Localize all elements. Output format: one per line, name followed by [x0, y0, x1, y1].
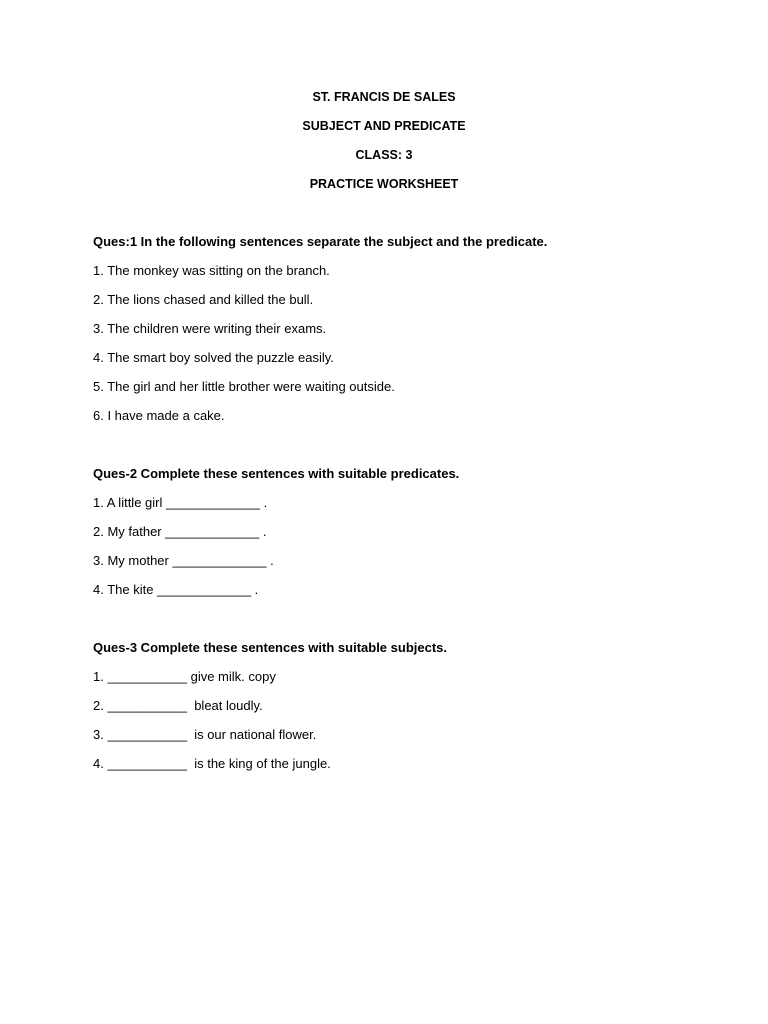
question-1-item: 1. The monkey was sitting on the branch. [93, 263, 330, 278]
worksheet-type: PRACTICE WORKSHEET [309, 177, 459, 191]
question-2-item: 3. My mother _____________ . [93, 553, 274, 568]
question-2-item: 1. A little girl _____________ . [93, 495, 268, 510]
question-3-item: 1. ___________ give milk. copy [93, 669, 276, 684]
question-3-item: 2. ___________ bleat loudly. [93, 698, 263, 713]
question-1-heading: Ques:1 In the following sentences separate the subject and the predicate. [93, 234, 548, 249]
question-3-item: 3. ___________ is our national flower. [93, 727, 317, 742]
question-3-item: 4. ___________ is the king of the jungle. [93, 756, 331, 771]
worksheet-topic: SUBJECT AND PREDICATE [302, 119, 466, 133]
question-1-item: 4. The smart boy solved the puzzle easily. [93, 350, 334, 365]
class-label: CLASS: 3 [355, 148, 413, 162]
school-name: ST. FRANCIS DE SALES [312, 90, 456, 104]
question-2-item: 4. The kite _____________ . [93, 582, 259, 597]
question-3-heading: Ques-3 Complete these sentences with suitable subjects. [93, 640, 447, 655]
question-1-item: 2. The lions chased and killed the bull. [93, 292, 314, 307]
question-1-item: 6. I have made a cake. [93, 408, 225, 423]
question-1-item: 5. The girl and her little brother were waiting outside. [93, 379, 395, 394]
question-2-heading: Ques-2 Complete these sentences with suitable predicates. [93, 466, 460, 481]
question-2-item: 2. My father _____________ . [93, 524, 267, 539]
question-1-item: 3. The children were writing their exams. [93, 321, 327, 336]
